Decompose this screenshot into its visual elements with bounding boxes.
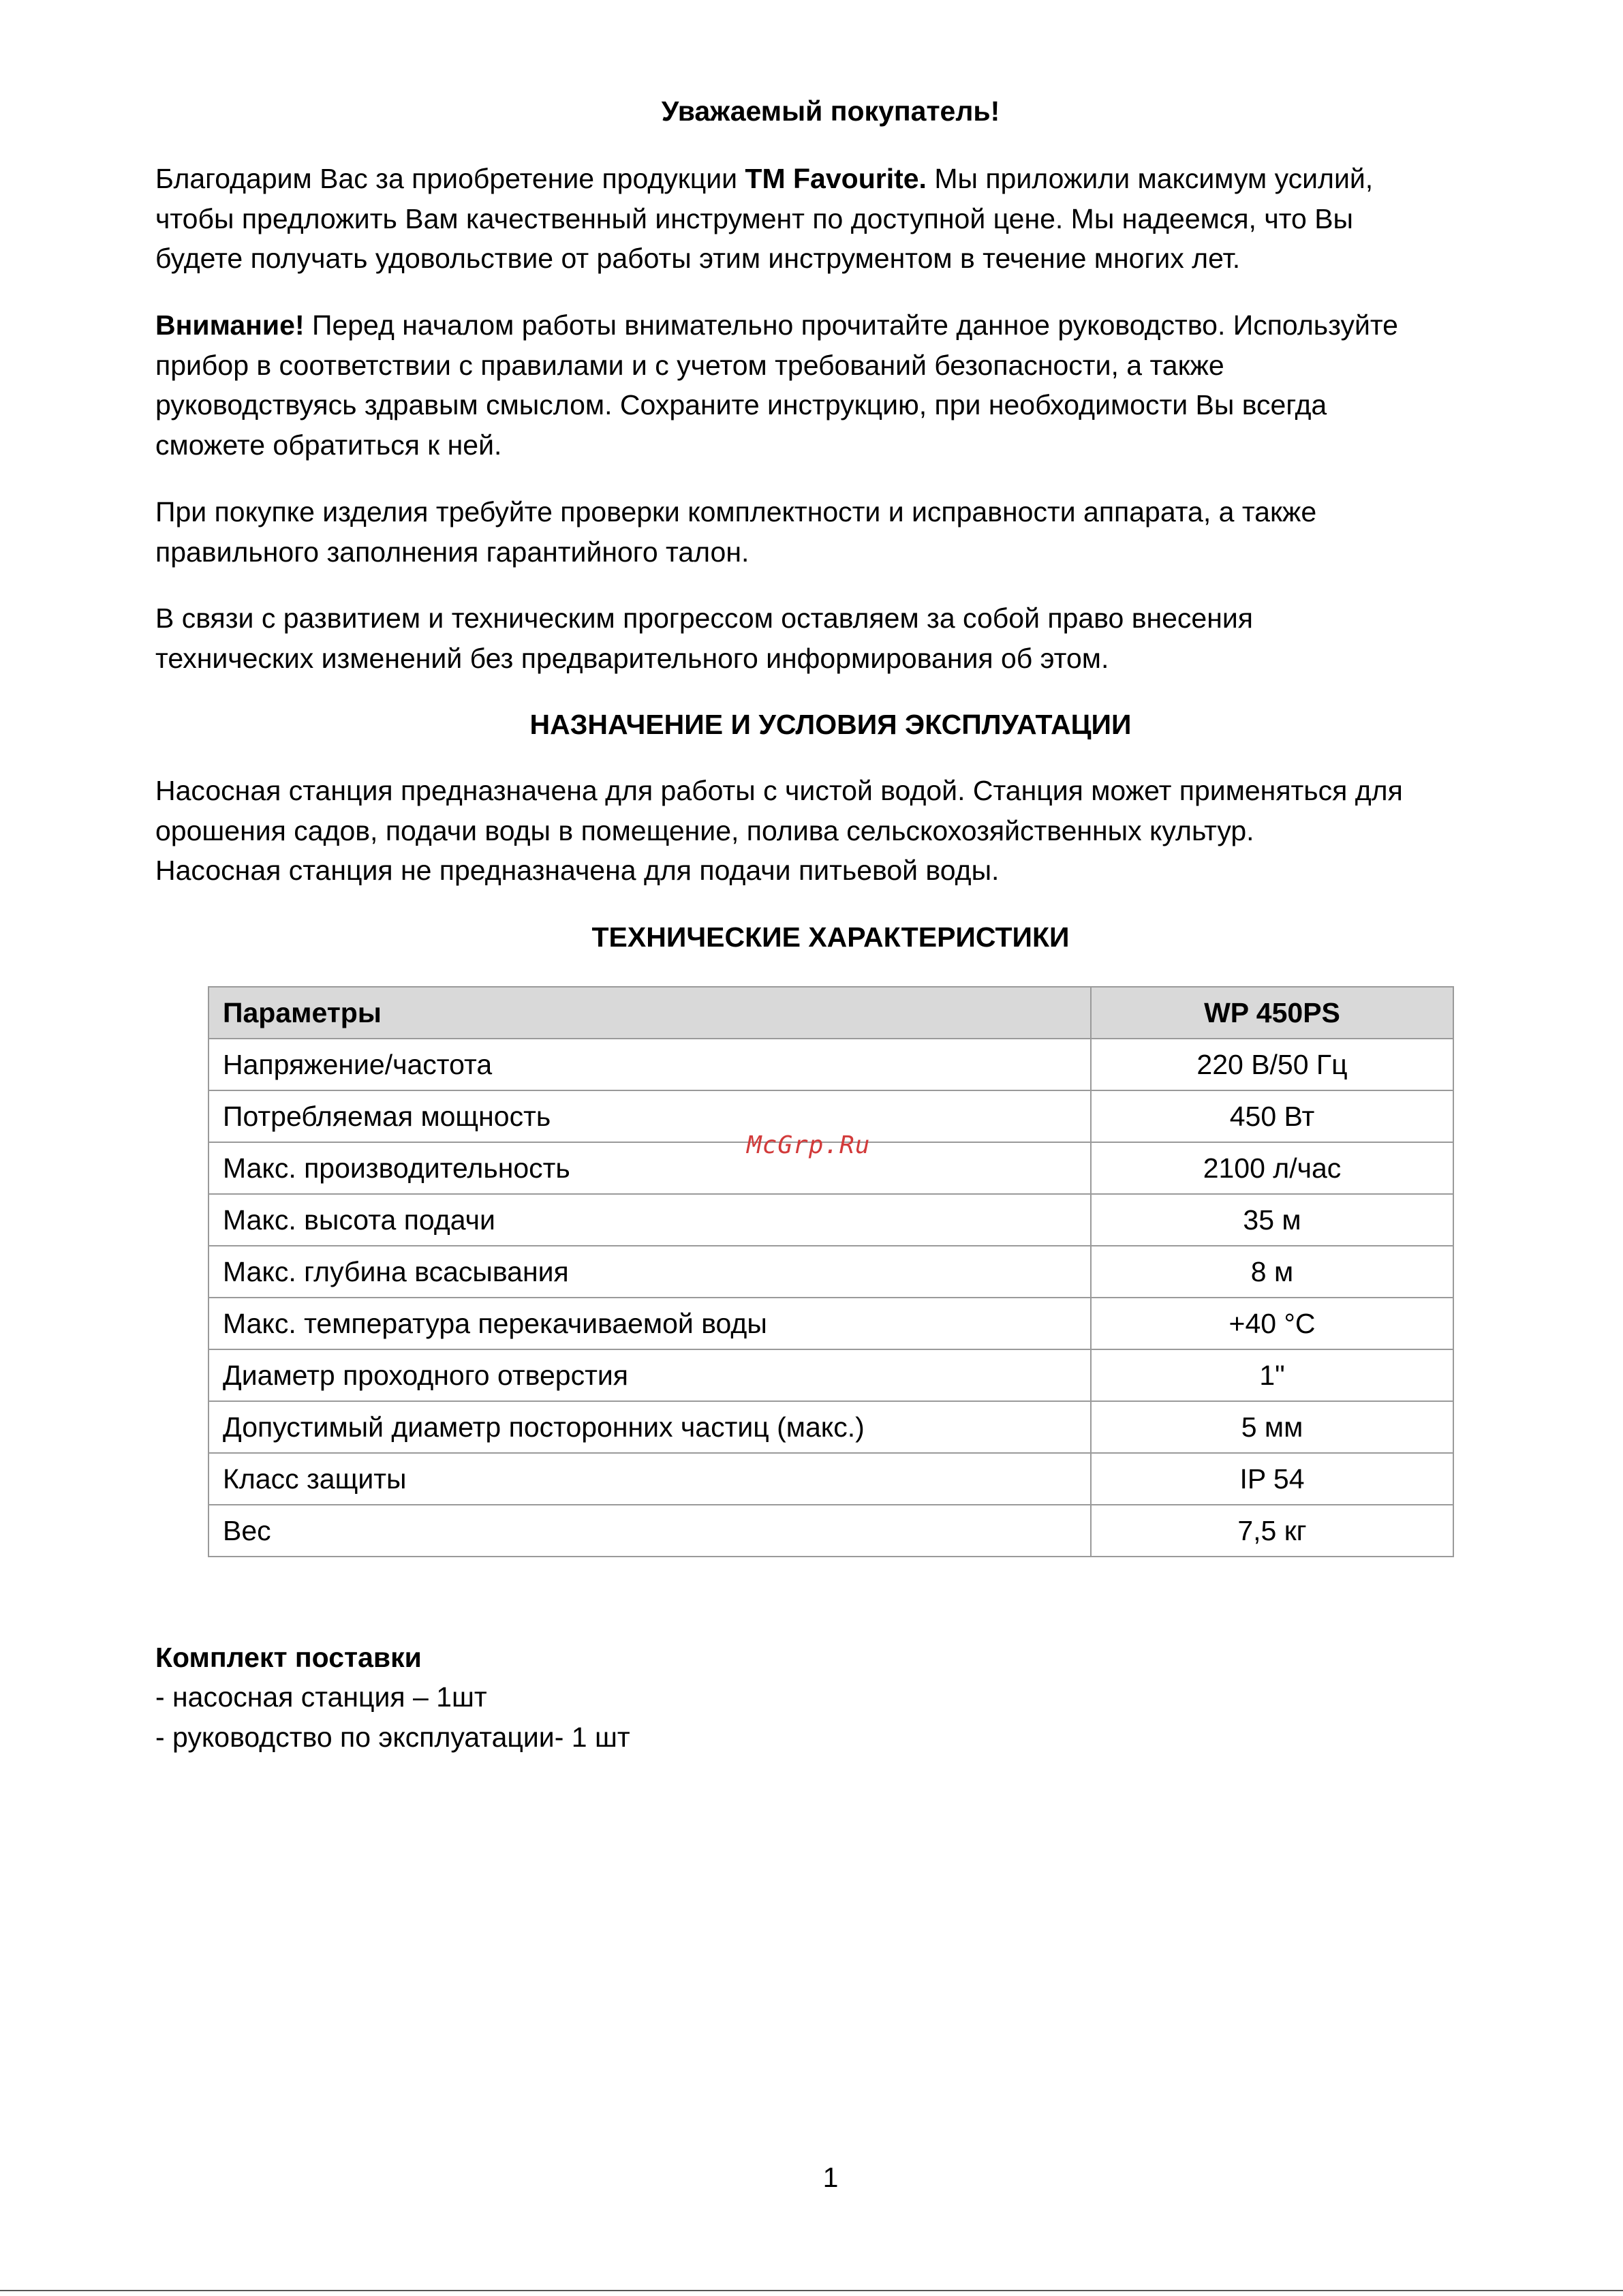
table-row: [208, 1349, 1453, 1401]
greeting-heading: Уважаемый покупатель!: [661, 95, 1000, 127]
intro-paragraph: [155, 159, 1518, 279]
value-cell: 35 м: [1091, 1194, 1453, 1246]
intro-line-3: будете получать удовольствие от работы этим инструментом в течение многих лет.: [155, 243, 1241, 274]
purpose-heading: НАЗНАЧЕНИЕ И УСЛОВИЯ ЭКСПЛУАТАЦИИ: [529, 709, 1132, 740]
page-number: 1: [822, 2162, 839, 2193]
purpose-line-2: орошения садов, подачи воды в помещение, полива сельскохозяйственных культур.: [155, 814, 1254, 846]
param-cell: Макс. глубина всасывания: [208, 1246, 1091, 1298]
value-cell: 8 м: [1091, 1246, 1453, 1298]
param-cell: Потребляемая мощность: [208, 1090, 1091, 1142]
param-column-header: Параметры: [208, 987, 1091, 1039]
param-cell: Диаметр проходного отверстия: [208, 1349, 1091, 1401]
purchase-line-1: При покупке изделия требуйте проверки комплектности и исправности аппарата, а также: [155, 496, 1317, 527]
value-cell: 7,5 кг: [1091, 1505, 1453, 1557]
value-cell: IP 54: [1091, 1453, 1453, 1505]
changes-line-2: технических изменений без предварительного информирования об этом.: [155, 642, 1109, 674]
table-row: [208, 1401, 1453, 1453]
attention-line-1: Внимание! Перед началом работы внимательно прочитайте данное руководство. Используйте: [155, 309, 1398, 341]
kit-title: Комплект поставки: [155, 1642, 422, 1673]
param-cell: Макс. температура перекачиваемой воды: [208, 1298, 1091, 1349]
watermark-text: McGrp.Ru: [747, 1131, 871, 1159]
value-cell: 2100 л/час: [1091, 1142, 1453, 1194]
value-cell: +40 °С: [1091, 1298, 1453, 1349]
purpose-line-1: Насосная станция предназначена для работы с чистой водой. Станция может применяться для: [155, 775, 1403, 806]
list-item: - насосная станция – 1шт: [155, 1681, 487, 1713]
list-item: - руководство по эксплуатации- 1 шт: [155, 1721, 630, 1753]
kit-list: [155, 1677, 630, 1757]
specs-table: [208, 986, 1454, 1557]
param-cell: Допустимый диаметр посторонних частиц (макс.): [208, 1401, 1091, 1453]
changes-line-1: В связи с развитием и техническим прогрессом оставляем за собой право внесения: [155, 602, 1253, 634]
purpose-paragraph: [155, 771, 1518, 891]
value-cell: 450 Вт: [1091, 1090, 1453, 1142]
table-row: [208, 1298, 1453, 1349]
param-cell: Класс защиты: [208, 1453, 1091, 1505]
model-column-header: WP 450PS: [1091, 987, 1453, 1039]
page-bottom-divider: [0, 2290, 1623, 2291]
value-cell: 1": [1091, 1349, 1453, 1401]
changes-note-paragraph: [155, 598, 1518, 678]
intro-line-1: Благодарим Вас за приобретение продукции ТМ Favourite. Мы приложили максимум усилий,: [155, 163, 1374, 194]
table-row: [208, 1505, 1453, 1557]
param-cell: Вес: [208, 1505, 1091, 1557]
specs-heading: ТЕХНИЧЕСКИЕ ХАРАКТЕРИСТИКИ: [591, 921, 1070, 953]
attention-line-4: сможете обратиться к ней.: [155, 429, 502, 461]
purpose-line-3: Насосная станция не предназначена для подачи питьевой воды.: [155, 855, 1000, 886]
table-row: [208, 1039, 1453, 1090]
specs-header-row: [208, 987, 1453, 1039]
table-row: [208, 1246, 1453, 1298]
param-cell: Напряжение/частота: [208, 1039, 1091, 1090]
purchase-note-paragraph: [155, 492, 1518, 572]
intro-line-2: чтобы предложить Вам качественный инструмент по доступной цене. Мы надеемся, что Вы: [155, 202, 1354, 234]
value-cell: 220 В/50 Гц: [1091, 1039, 1453, 1090]
attention-label: Внимание!: [155, 309, 305, 341]
attention-paragraph: [155, 305, 1518, 465]
value-cell: 5 мм: [1091, 1401, 1453, 1453]
table-row: [208, 1194, 1453, 1246]
attention-line-3: руководствуясь здравым смыслом. Сохраните инструкцию, при необходимости Вы всегда: [155, 389, 1327, 420]
brand-name: ТМ Favourite.: [745, 163, 927, 194]
param-cell: Макс. высота подачи: [208, 1194, 1091, 1246]
table-row: [208, 1453, 1453, 1505]
attention-line-2: прибор в соответствии с правилами и с учетом требований безопасности, а также: [155, 349, 1224, 381]
param-cell: Макс. производительность: [208, 1142, 1091, 1194]
purchase-line-2: правильного заполнения гарантийного талон.: [155, 536, 749, 568]
